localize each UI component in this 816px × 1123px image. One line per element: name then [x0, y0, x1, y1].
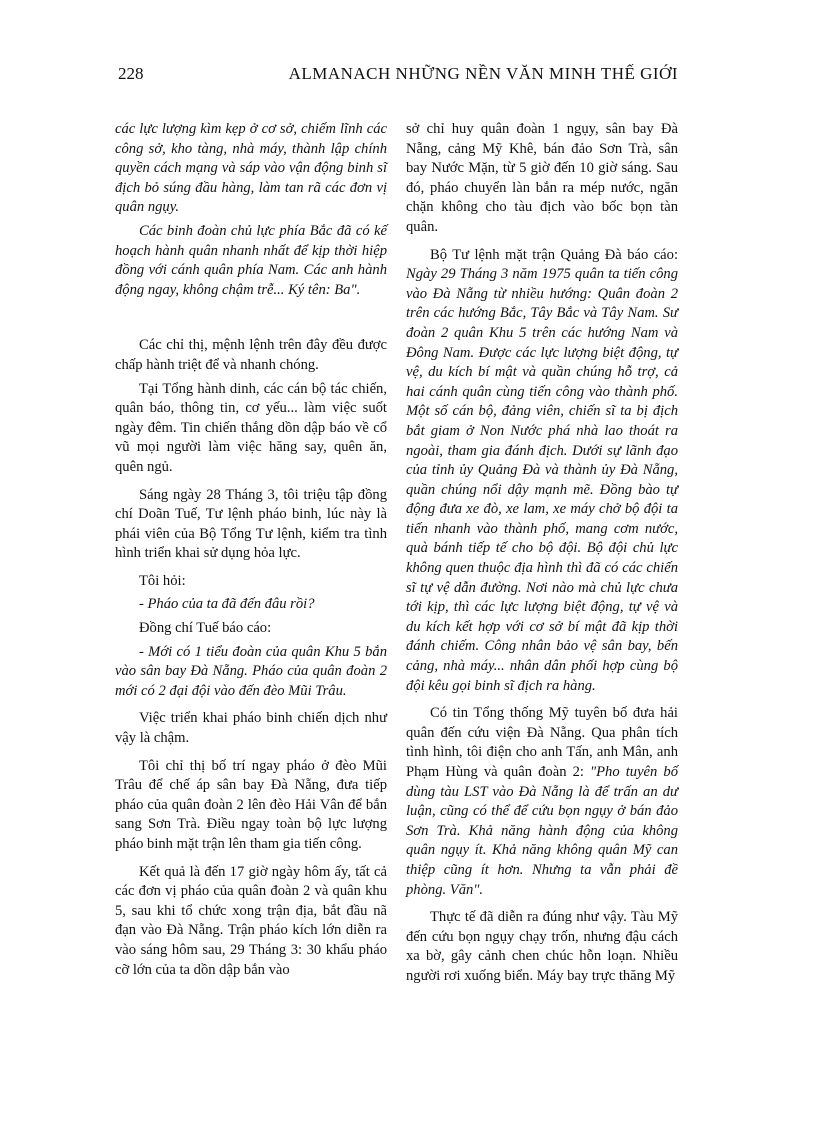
left-paragraph-5: Sáng ngày 28 Tháng 3, tôi triệu tập đồng chí Doãn Tuế, Tư lệnh pháo binh, lúc này là phái viên của Bộ Tổng Tư lệnh, kiểm tra tình hình triển khai sử dụng hỏa lực.	[115, 486, 387, 562]
left-paragraph-1: các lực lượng kìm kẹp ở cơ sở, chiếm lĩnh các công sở, kho tàng, nhà máy, thành lập chính quyền cách mạng và sáp vào vận động binh sĩ địch bỏ súng đầu hàng, làm tan rã các đơn vị quân ngụy.	[115, 121, 387, 216]
running-title: ALMANACH NHỮNG NỀN VĂN MINH THẾ GIỚI	[288, 64, 678, 83]
left-paragraph-4: Tại Tổng hành dinh, các cán bộ tác chiến, quân báo, thông tin, cơ yếu... làm việc suốt ngày đêm. Tin chiến thắng dồn dập báo về cổ vũ mọi người làm việc hăng say, quên ăn, quên ngủ.	[115, 380, 387, 475]
page-number: 228	[118, 64, 144, 83]
page-header	[118, 62, 678, 90]
left-paragraph-8: Đồng chí Tuế báo cáo:	[139, 620, 272, 637]
right-paragraph-2	[406, 246, 678, 697]
right-paragraph-3	[406, 704, 678, 900]
left-paragraph-7: - Pháo của ta đã đến đâu rồi?	[139, 596, 315, 613]
right-paragraph-4: Thực tế đã diễn ra đúng như vậy. Tàu Mỹ đến cứu bọn ngụy chạy trốn, nhưng đậu cách xa bờ, gây cảnh chen chúc hỗn loạn. Nhiều người rơi xuống biển. Máy bay trực thăng Mỹ	[406, 909, 678, 984]
right-column	[406, 120, 678, 987]
right-paragraph-3-lead: Có tin Tổng thống Mỹ tuyên bố đưa hải quân đến cứu viện Đà Nẵng. Qua phân tích tình hình, tôi điện cho anh Tấn, anh Mân, anh Phạm Hùng và quân đoàn 2:	[406, 705, 678, 780]
right-paragraph-1: sở chỉ huy quân đoàn 1 ngụy, sân bay Đà Nẵng, cảng Mỹ Khê, bán đảo Sơn Trà, sân bay Nước Mặn, từ 5 giờ đến 10 giờ sáng. Sau đó, pháo chuyển làn bắn ra mép nước, ngăn chặn không cho tàu địch vào bốc bọn tàn quân.	[406, 121, 678, 235]
left-paragraph-2: Các binh đoàn chủ lực phía Bắc đã có kế hoạch hành quân nhanh nhất để kịp thời hiệp đồng với cánh quân phía Nam. Các anh hành động ngay, không chậm trễ... Ký tên: Ba".	[115, 222, 387, 298]
right-paragraph-2-lead: Bộ Tư lệnh mặt trận Quảng Đà báo cáo:	[430, 246, 678, 263]
right-paragraph-2-report: Ngày 29 Tháng 3 năm 1975 quân ta tiến công vào Đà Nẵng từ nhiều hướng: Quân đoàn 2 trên các hướng Bắc, Tây Bắc và Tây Nam. Sư đoàn 2 quân Khu 5 trên các hướng Nam và Đông Nam. Được các lực lượng biệt động, tự vệ, du kích bí mật và quần chúng hỗ trợ, cả hai cánh quân cùng tiến công vào thành phố. Một số cán bộ, đảng viên, chiến sĩ ta bị địch bắt giam ở Non Nước phá nhà lao thoát ra ngoài, tham gia đánh địch. Dưới sự lãnh đạo của tỉnh ủy Quảng Đà và thành ủy Đà Nẵng, quần chúng nổi dậy mạnh mẽ. Đồng bào tự động đưa xe đò, xe lam, xe máy chở bộ đội ta tiến nhanh vào thành phố, mang cơm nước, quà bánh tiếp tế cho bộ đội. Bộ đội chủ lực không quen thuộc địa hình thì đã có các chiến sĩ tự vệ dẫn đường. Nơi nào mà chủ lực chưa tới kịp, thì các lực lượng biệt động, tự vệ và du kích kết hợp với cơ sở bí mật đã kịp thời đánh chiếm. Công nhân bảo vệ sân bay, bến cảng, nhà máy... nhân dân phối hợp cùng bộ đội kêu gọi binh sĩ địch ra hàng.	[406, 266, 678, 694]
left-paragraph-3: Các chỉ thị, mệnh lệnh trên đây đều được chấp hành triệt để và nhanh chóng.	[115, 337, 387, 373]
left-column	[115, 120, 387, 980]
left-paragraph-6: Tôi hỏi:	[139, 572, 186, 589]
right-paragraph-3-telegram: "Pho tuyên bố dùng tàu LST vào Đà Nẵng là để trấn an dư luận, cũng có thể để cứu bọn ngụy ở bán đảo Sơn Trà. Khả năng hành động của không quân ngụy ít. Khả năng không quân Mỹ can thiệp cũng ít hơn. Nhưng ta vẫn phải đề phòng. Văn".	[406, 764, 678, 898]
left-paragraph-12: Kết quả là đến 17 giờ ngày hôm ấy, tất cả các đơn vị pháo của quân đoàn 2 và quân khu 5, sau khi tổ chức xong trận địa, bắt đầu nã đạn vào Đà Nẵng. Trận pháo kích lớn diễn ra vào sáng hôm sau, 29 Tháng 3: 30 khẩu pháo cỡ lớn của ta dồn dập bắn vào	[115, 863, 387, 978]
left-paragraph-11: Tôi chỉ thị bố trí ngay pháo ở đèo Mũi Trâu để chế áp sân bay Đà Nẵng, đưa tiếp pháo của quân đoàn 2 lên đèo Hải Vân để bắn sang Sơn Trà. Điều ngay toàn bộ lực lượng pháo binh mặt trận lên tham gia tiến công.	[115, 757, 387, 852]
left-paragraph-10: Việc triển khai pháo binh chiến dịch như vậy là chậm.	[115, 710, 387, 747]
left-paragraph-9: - Mới có 1 tiểu đoàn của quân Khu 5 bắn vào sân bay Đà Nẵng. Pháo của quân đoàn 2 mới có 2 đại đội vào đến đèo Mũi Trâu.	[115, 643, 387, 699]
